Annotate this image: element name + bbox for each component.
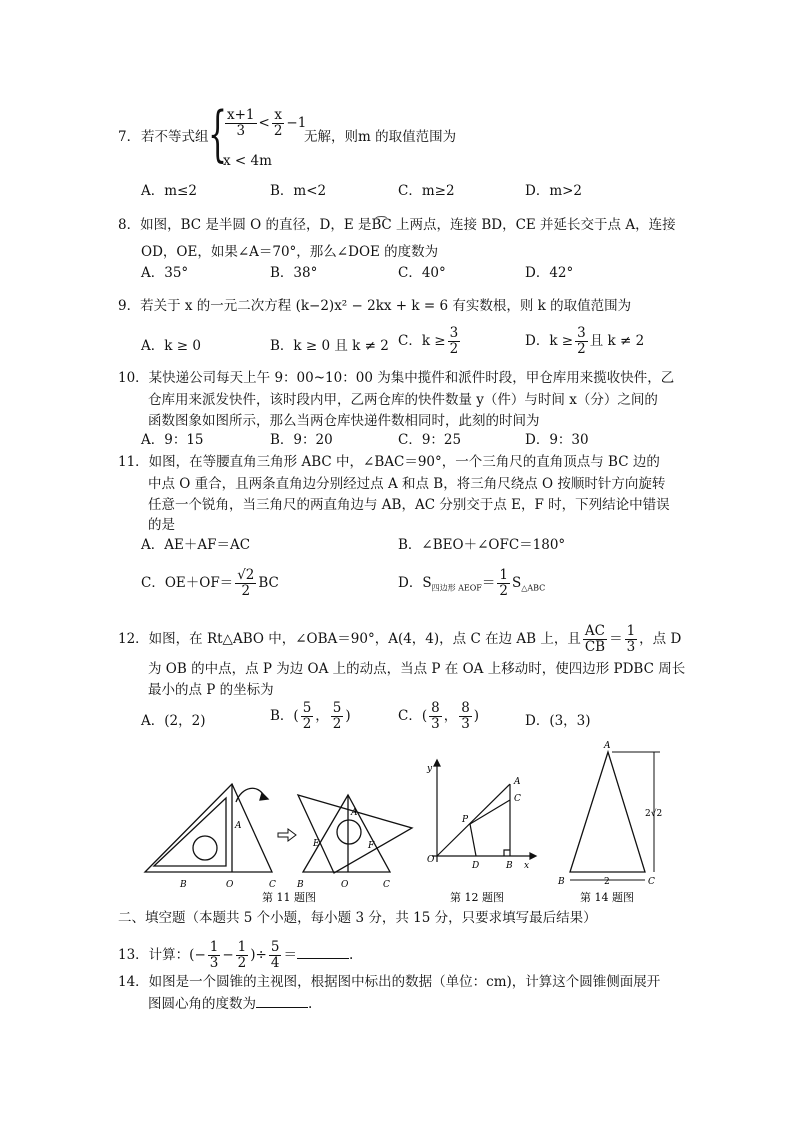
q8-option-c[interactable]: C．40° — [398, 265, 446, 281]
svg-text:A: A — [235, 821, 242, 831]
q10-option-d[interactable]: D．9：30 — [525, 432, 589, 448]
q10-option-b[interactable]: B．9：20 — [270, 432, 333, 448]
fig14-height-label: 2√2 — [645, 809, 663, 819]
q9-line1: 9．若关于 x 的一元二次方程 (k−2)x² − 2kx + k = 6 有实数根，则 k 的取值范围为 — [118, 298, 632, 314]
q7-option-d[interactable]: D．m>2 — [525, 183, 583, 199]
q11-line2: 中点 O 重合，且两条直角边分别经过点 A 和点 B，将三角尺绕点 O 按顺时针方向旋转 — [148, 476, 666, 492]
q13: 13．计算：(− $\frac{1}{3}$ − $\frac{1}{2}$ )÷ $\frac{5}{4}$ ＝ . — [118, 939, 354, 971]
q7-ineq2: x < 4m — [223, 153, 272, 169]
q7-suffix: 无解，则m 的取值范围为 — [304, 129, 457, 145]
q7-ineq1: $\frac{x+1}{3}$ < $\frac{x}{2}$ −1 — [227, 107, 307, 139]
fig12-caption: 第 12 题图 — [450, 891, 504, 904]
q10-option-c[interactable]: C．9：25 — [398, 432, 462, 448]
svg-text:B: B — [558, 877, 565, 887]
q12-line3: 最小的点 P 的坐标为 — [148, 682, 274, 698]
q7-option-c[interactable]: C．m≥2 — [398, 183, 455, 199]
fig11-left — [145, 784, 272, 872]
section2-title: 二、填空题（本题共 5 个小题，每小题 3 分，共 15 分，只要求填写最后结果） — [118, 910, 597, 926]
q11-line1: 11．如图，在等腰直角三角形 ABC 中，∠BAC＝90°，一个三角尺的直角顶点与 BC 边的 — [118, 454, 660, 470]
fig14-caption: 第 14 题图 — [580, 891, 634, 904]
svg-text:F: F — [368, 841, 375, 851]
q10-line2: 仓库用来派发快件，该时段内甲，乙两仓库的快件数量 y（件）与时间 x（分）之间的 — [148, 392, 658, 408]
q12-option-d[interactable]: D．(3，3) — [525, 713, 591, 729]
q8-line2: OD，OE，如果∠A＝70°，那么∠DOE 的度数为 — [141, 244, 439, 260]
svg-text:C: C — [514, 794, 521, 804]
q8-option-a[interactable]: A．35° — [141, 265, 189, 281]
svg-text:B: B — [297, 880, 304, 890]
q7-option-a[interactable]: A．m≤2 — [141, 183, 197, 199]
q7-number: 7． — [118, 129, 141, 145]
q9-option-b[interactable]: B．k ≥ 0 且 k ≠ 2 — [270, 338, 389, 354]
q7-option-b[interactable]: B．m<2 — [270, 183, 327, 199]
q13-answer-blank[interactable] — [297, 946, 349, 959]
q10-line1: 10．某快递公司每天上午 9：00~10：00 为集中揽件和派件时段，甲仓库用来揽收快件，乙 — [118, 370, 675, 386]
fig12 — [432, 760, 536, 862]
svg-text:C: C — [648, 877, 655, 887]
svg-text:O: O — [226, 880, 234, 890]
q10-option-a[interactable]: A．9：15 — [141, 432, 204, 448]
svg-text:B: B — [506, 861, 513, 871]
q11-option-b[interactable]: B．∠BEO＋∠OFC＝180° — [398, 537, 566, 553]
q14-line1: 14．如图是一个圆锥的主视图，根据图中标出的数据（单位：cm)，计算这个圆锥侧面展开 — [118, 974, 661, 990]
q14-answer-blank[interactable] — [256, 995, 308, 1008]
svg-text:A: A — [514, 777, 521, 787]
svg-text:P: P — [462, 815, 469, 825]
svg-text:O: O — [427, 855, 435, 865]
q7-prefix: 若不等式组 — [141, 129, 209, 145]
svg-text:A: A — [604, 741, 611, 751]
q11-line3: 任意一个锐角，当三角尺的两直角边与 AB，AC 分别交于点 E，F 时，下列结论中错误 — [148, 497, 670, 513]
q12-line1: 12．如图，在 Rt△ABO 中，∠OBA＝90°，A(4，4)，点 C 在边 AB 上，且 $\frac{AC}{CB}$ ＝ $\frac{1}{3}$ ，点 D — [118, 623, 682, 655]
q12-option-a[interactable]: A．(2，2) — [141, 713, 206, 729]
fig14-base-label: 2 — [604, 877, 610, 887]
svg-text:O: O — [341, 880, 349, 890]
svg-text:A: A — [351, 808, 358, 818]
q9-option-c[interactable]: C．k ≥ $\frac{3}{2}$ — [398, 325, 459, 357]
svg-text:C: C — [383, 880, 390, 890]
svg-text:x: x — [524, 861, 530, 871]
q12-line2: 为 OB 的中点，点 P 为边 OA 上的动点，当点 P 在 OA 上移动时，使四边形 PDBC 周长 — [148, 661, 686, 677]
q11-option-c[interactable]: C．OE＋OF＝ $\frac{√2}{2}$ BC — [141, 567, 279, 599]
q10-line3: 函数图象如图所示，那么当两仓库快递件数相同时，此刻的时间为 — [148, 413, 540, 429]
svg-text:B: B — [180, 880, 187, 890]
svg-text:D: D — [472, 861, 480, 871]
q8-option-b[interactable]: B．38° — [270, 265, 318, 281]
q11-option-a[interactable]: A．AE＋AF＝AC — [141, 537, 251, 553]
q8-option-d[interactable]: D．42° — [525, 265, 574, 281]
fig11-caption: 第 11 题图 — [262, 891, 316, 904]
q11-line4: 的是 — [148, 517, 175, 533]
q9-option-d[interactable]: D．k ≥ $\frac{3}{2}$ 且 k ≠ 2 — [525, 325, 645, 357]
q12-option-c[interactable]: C．( $\frac{8}{3}$ ， $\frac{8}{3}$ ) — [398, 700, 480, 732]
fig11-right — [298, 795, 412, 873]
svg-text:E: E — [313, 839, 320, 849]
q11-option-d[interactable]: D．$S_{四边形 AEOF}=$ $\frac{1}{2}$ $S_{\triangle ABC}$ — [398, 567, 546, 599]
svg-text:C: C — [269, 880, 276, 890]
q8-line1: 8．如图，BC 是半圆 O 的直径，D，E 是B͡C 上两点，连接 BD，CE 并延长交于点 A，连接 — [118, 217, 676, 233]
q7-brace: { — [208, 99, 228, 169]
q9-option-a[interactable]: A．k ≥ 0 — [141, 338, 201, 354]
svg-text:y: y — [427, 764, 433, 774]
q14-line2: 图圆心角的度数为 . — [148, 996, 313, 1012]
q12-option-b[interactable]: B．( $\frac{5}{2}$ ， $\frac{5}{2}$ ) — [270, 700, 351, 732]
